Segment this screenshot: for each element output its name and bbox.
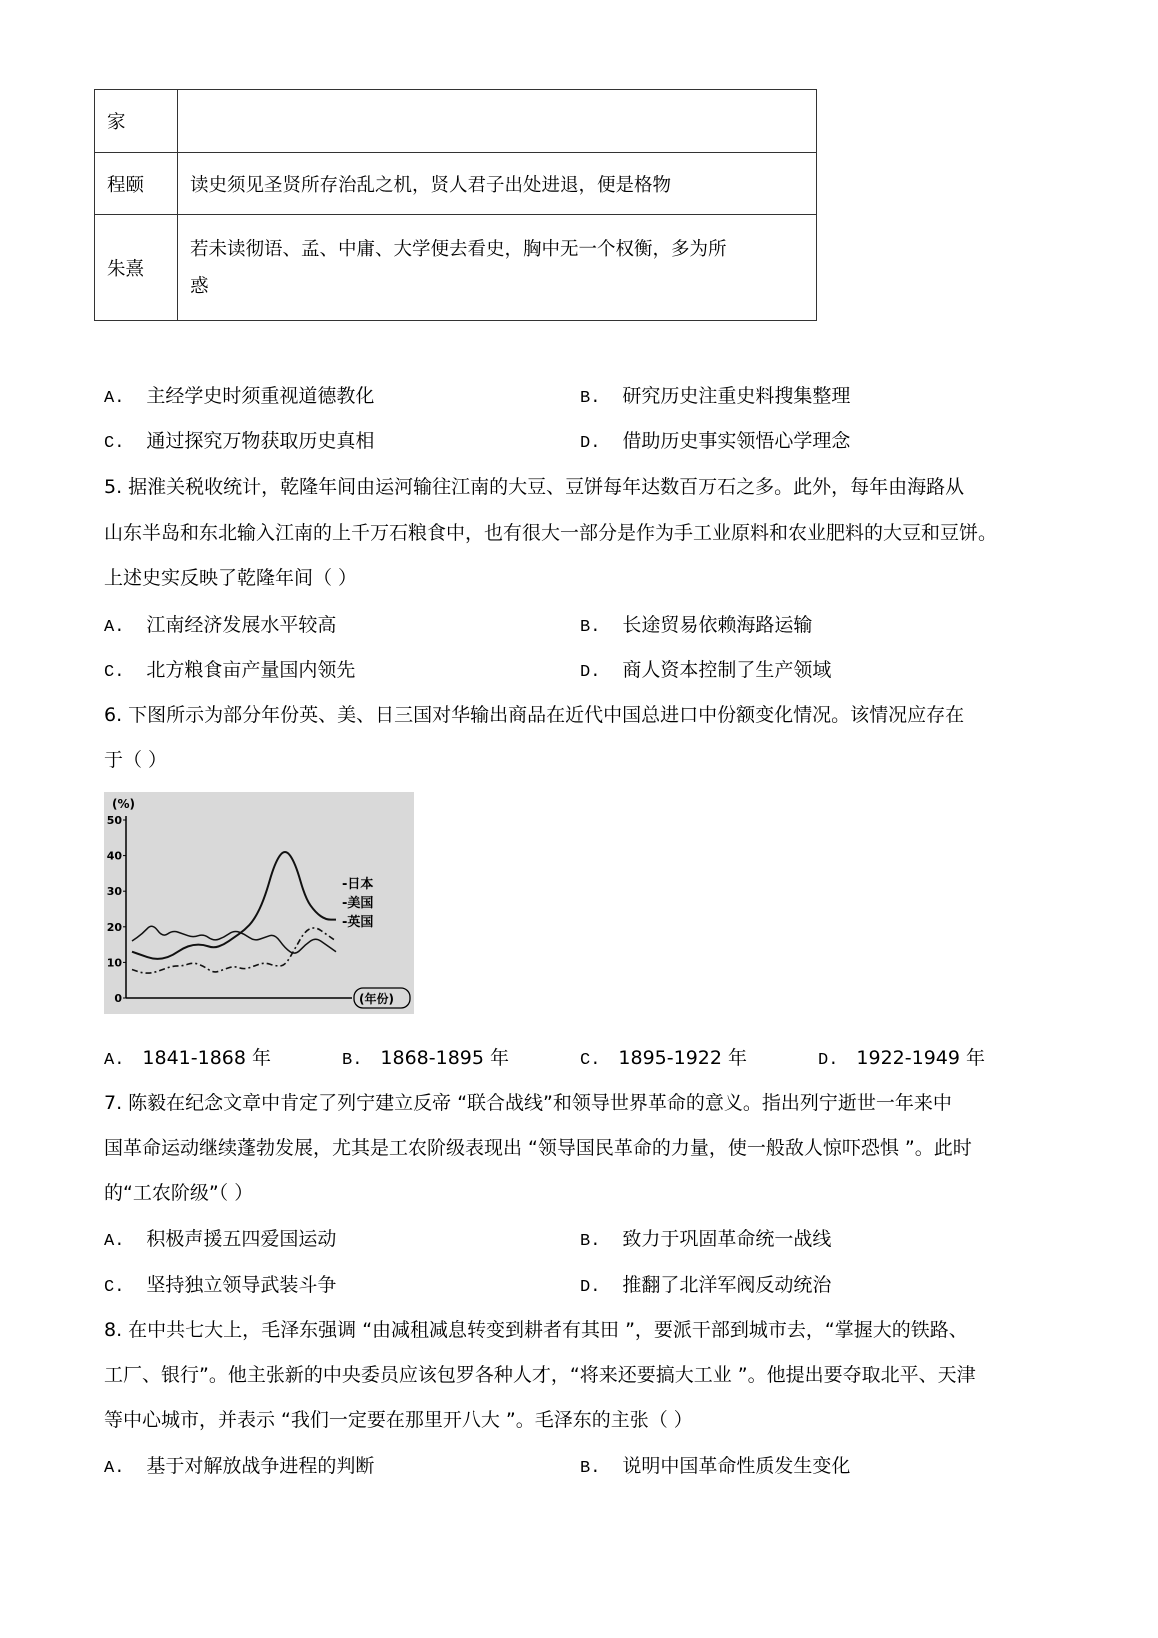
q8-stem-line: 等中心城市，并表示 “我们一定要在那里开八大 ”。毛泽东的主张（ ） xyxy=(104,1409,693,1431)
q8-stem-line: 8. 在中共七大上，毛泽东强调 “由减租减息转变到耕者有其田 ”，要派干部到城市去，“掌握大的铁路、 xyxy=(104,1319,968,1341)
table-cell-line: 若未读彻语、孟、中庸、大学便去看史，胸中无一个权衡，多为所 xyxy=(190,238,727,260)
option-text: 研究历史注重史料搜集整理 xyxy=(622,385,851,407)
option-label: D. xyxy=(580,663,601,682)
option-label: A. xyxy=(104,618,125,637)
legend-entry: -英国 xyxy=(342,915,374,930)
option-text: 致力于巩固革命统一战线 xyxy=(622,1228,832,1250)
option-label: C. xyxy=(580,1051,601,1070)
q7-stem-line: 7. 陈毅在纪念文章中肯定了列宁建立反帝 “联合战线”和领导世界革命的意义。指出列宁逝世一年来中 xyxy=(104,1092,952,1114)
q6-stem-line: 6. 下图所示为部分年份英、美、日三国对华输出商品在近代中国总进口中份额变化情况。该情况应存在 xyxy=(104,704,965,726)
option-label: B. xyxy=(342,1051,363,1070)
y-tick-label: 0 xyxy=(114,992,122,1005)
option-text: 长途贸易依赖海路运输 xyxy=(622,614,813,636)
q4-option-a xyxy=(104,381,374,408)
q7-option-a xyxy=(104,1224,336,1251)
option-label: A. xyxy=(104,389,125,408)
q5-option-d xyxy=(580,655,831,682)
q5-option-b xyxy=(580,610,812,637)
q7-option-b xyxy=(580,1224,831,1251)
option-text: 北方粮食亩产量国内领先 xyxy=(146,659,356,681)
q6-option-c xyxy=(580,1043,747,1070)
option-text: 主经学史时须重视道德教化 xyxy=(146,385,375,407)
legend-entry: -日本 xyxy=(342,877,374,892)
option-text: 基于对解放战争进程的判断 xyxy=(146,1455,375,1477)
table-row xyxy=(95,215,817,321)
q5-option-c xyxy=(104,655,355,682)
q8-stem-line: 工厂、银行”。他主张新的中央委员应该包罗各种人才，“将来还要搞大工业 ”。他提出要夺取北平、天津 xyxy=(104,1364,976,1386)
table-cell-name: 家 xyxy=(95,90,178,153)
option-label: B. xyxy=(580,618,601,637)
y-ticks xyxy=(107,814,126,1005)
y-axis-label: (%) xyxy=(112,797,135,811)
option-label: B. xyxy=(580,1459,601,1478)
option-label: A. xyxy=(104,1051,125,1070)
option-text: 商人资本控制了生产领域 xyxy=(622,659,832,681)
q6-option-a xyxy=(104,1043,271,1070)
option-label: D. xyxy=(580,434,601,453)
series-line-英国 xyxy=(132,926,336,953)
q4-option-d xyxy=(580,426,850,453)
option-label: D. xyxy=(580,1278,601,1297)
option-label: B. xyxy=(580,389,601,408)
q8-option-a xyxy=(104,1451,374,1478)
table-cell-name: 朱熹 xyxy=(95,215,178,321)
option-text: 江南经济发展水平较高 xyxy=(146,614,337,636)
option-label: C. xyxy=(104,1278,125,1297)
import-share-chart xyxy=(104,792,414,1014)
q7-option-c xyxy=(104,1270,336,1297)
option-text: 通过探究万物获取历史真相 xyxy=(146,430,375,452)
option-text: 1922-1949 年 xyxy=(856,1047,986,1069)
series-line-日本 xyxy=(132,852,336,959)
q5-stem-line: 上述史实反映了乾隆年间（ ） xyxy=(104,567,358,589)
q5-stem-line: 山东半岛和东北输入江南的上千万石粮食中，也有很大一部分是作为手工业原料和农业肥料的大豆和豆饼。 xyxy=(104,522,998,544)
quote-table xyxy=(94,89,817,321)
q6-option-d xyxy=(818,1043,985,1070)
legend xyxy=(342,876,373,930)
y-tick-label: 10 xyxy=(106,956,122,970)
option-text: 推翻了北洋军阀反动统治 xyxy=(622,1274,832,1296)
q7-stem-line: 国革命运动继续蓬勃发展，尤其是工农阶级表现出 “领导国民革命的力量，使一般敌人惊吓恐惧 ”。此时 xyxy=(104,1137,972,1159)
q4-option-b xyxy=(580,381,850,408)
option-label: B. xyxy=(580,1232,601,1251)
option-text: 积极声援五四爱国运动 xyxy=(146,1228,337,1250)
option-label: D. xyxy=(818,1051,839,1070)
option-text: 借助历史事实领悟心学理念 xyxy=(622,430,851,452)
x-axis-label: (年份) xyxy=(359,992,394,1006)
q6-option-b xyxy=(342,1043,509,1070)
y-tick-label: 20 xyxy=(106,920,122,934)
y-tick-label: 50 xyxy=(106,814,122,827)
option-text: 1895-1922 年 xyxy=(618,1047,748,1069)
table-cell-line: 惑 xyxy=(190,275,209,297)
table-cell-text xyxy=(178,90,817,153)
option-text: 1841-1868 年 xyxy=(142,1047,272,1069)
legend-entry: -美国 xyxy=(342,896,374,911)
q7-stem-line: 的“工农阶级”（ ） xyxy=(104,1182,254,1204)
option-text: 1868-1895 年 xyxy=(380,1047,510,1069)
q5-stem-line: 5. 据淮关税收统计，乾隆年间由运河输往江南的大豆、豆饼每年达数百万石之多。此外，每年由海路从 xyxy=(104,476,965,498)
table-row xyxy=(95,90,817,153)
option-text: 说明中国革命性质发生变化 xyxy=(622,1455,851,1477)
option-text: 坚持独立领导武装斗争 xyxy=(146,1274,337,1296)
q4-option-c xyxy=(104,426,374,453)
q6-stem-line: 于（ ） xyxy=(104,749,168,771)
table-cell-text xyxy=(178,215,817,321)
y-tick-label: 30 xyxy=(106,885,122,899)
table-cell-text: 读史须见圣贤所存治乱之机，贤人君子出处进退，便是格物 xyxy=(178,153,817,215)
q8-option-b xyxy=(580,1451,850,1478)
chart-svg xyxy=(104,792,414,1014)
option-label: A. xyxy=(104,1459,125,1478)
option-label: A. xyxy=(104,1232,125,1251)
series-lines xyxy=(132,852,336,973)
table-cell-name: 程颐 xyxy=(95,153,178,215)
q5-option-a xyxy=(104,610,336,637)
q7-option-d xyxy=(580,1270,831,1297)
table-row xyxy=(95,153,817,215)
option-label: C. xyxy=(104,663,125,682)
y-tick-label: 40 xyxy=(106,849,122,863)
option-label: C. xyxy=(104,434,125,453)
